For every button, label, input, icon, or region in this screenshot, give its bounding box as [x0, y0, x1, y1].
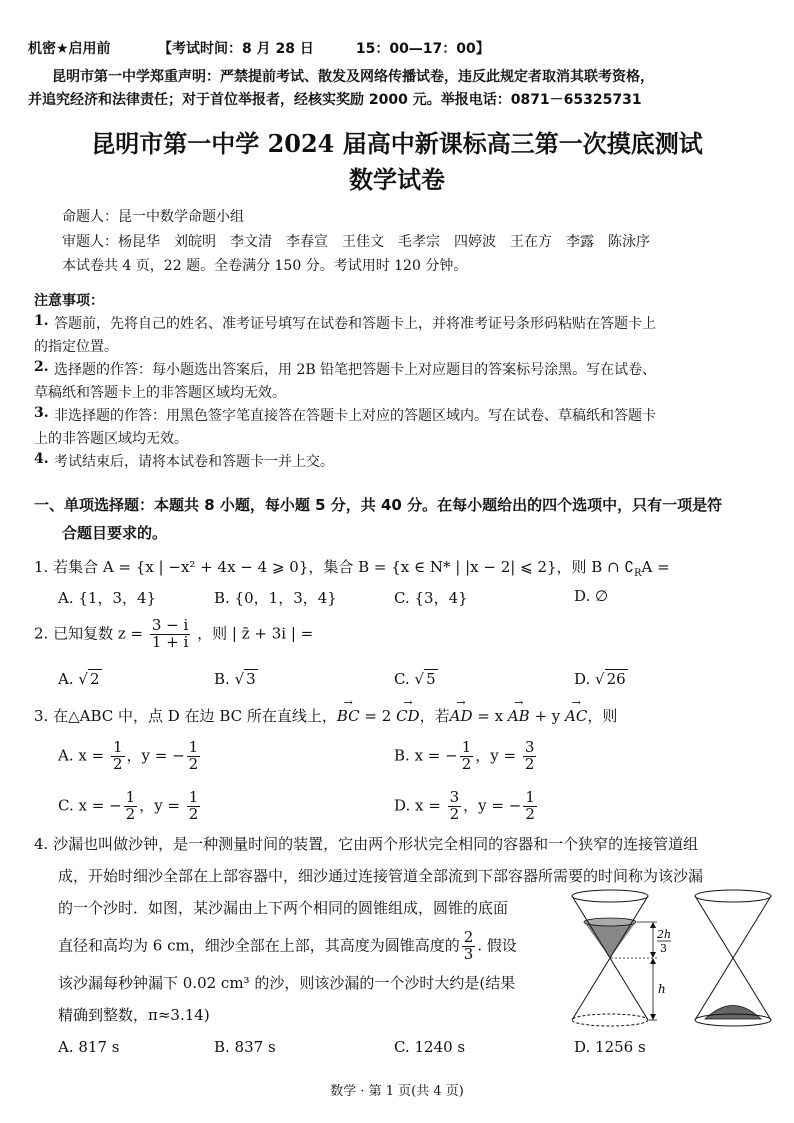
secret-label: 机密★启用前 — [28, 41, 111, 57]
statement-line-2: 并追究经济和法律责任；对于首位举报者，经核实奖励 2000 元。举报电话：0871－65325731 — [28, 92, 642, 108]
section-heading: 一、单项选择题：本题共 8 小题，每小题 5 分，共 40 分。在每小题给出的四个选项中，只有一项是符 — [34, 496, 723, 514]
notice-num: 4. — [34, 451, 49, 467]
question-4-line-6: 精确到整数，π≈3.14) — [58, 1006, 210, 1024]
statement-line-1: 昆明市第一中学郑重声明：严禁提前考试、散发及网络传播试卷，违反此规定者取消其联考资格， — [52, 69, 654, 85]
notice-num: 1. — [34, 313, 49, 329]
notice-num: 3. — [34, 405, 49, 421]
q2-option-d: D. √ 26 — [574, 670, 626, 688]
notice-text: 草稿纸和答题卡上的非答题区域均无效。 — [34, 385, 286, 401]
label-3: 3 — [660, 942, 667, 955]
question-1-stem: 1. 若集合 A = {x | −x² + 4x − 4 ⩾ 0}，集合 B = {x ∈ N* | |x − 2| ⩽ 2}，则 B ∩ $∁_RA$ = — [34, 558, 670, 579]
page-title: 昆明市第一中学 2024 届高中新课标高三第一次摸底测试 — [91, 129, 703, 158]
question-2-stem: 2. 已知复数 z = $\frac{3 - i}{1 + i}$ ，则 | z̄ + 3i | = — [34, 616, 314, 651]
notice-text: 考试结束后，请将本试卷和答题卡一并上交。 — [54, 454, 334, 470]
q1-option-c: C. {3，4} — [394, 589, 468, 607]
notice-num: 2. — [34, 359, 49, 375]
q4-option-d: D. 1256 s — [574, 1038, 646, 1056]
q4-option-c: C. 1240 s — [394, 1038, 466, 1056]
q3-option-d: D. x = $\frac{3}{2}$ ，y = − $\frac{1}{2}$ — [394, 788, 535, 823]
q4-option-b: B. 837 s — [214, 1038, 276, 1056]
summary-line: 本试卷共 4 页，22 题。全卷满分 150 分。考试用时 120 分钟。 — [62, 258, 468, 274]
q2-fraction: $\frac{3 - i}{1 + i}$ — [151, 616, 189, 651]
page-footer: 数学 · 第 1 页(共 4 页) — [330, 1084, 464, 1099]
q2-option-c: C. √ 5 — [394, 670, 436, 688]
exam-time: 【考试时间：8 月 28 日 15：00—17：00】 — [158, 41, 490, 57]
label-h: h — [658, 982, 666, 996]
notice-text: 非选择题的作答：用黑色签字笔直接答在答题卡上对应的答题区域内。写在试卷、草稿纸和答题卡 — [54, 408, 656, 424]
notice-text: 答题前，先将自己的姓名、准考证号填写在试卷和答题卡上，并将准考证号条形码粘贴在答题卡上 — [54, 316, 656, 332]
hourglass-figure — [565, 888, 780, 1033]
q2-option-a: A. √ 2 — [58, 670, 100, 688]
section-heading-cont: 合题目要求的。 — [62, 524, 168, 542]
notice-text: 上的非答题区域均无效。 — [34, 431, 188, 447]
q1-option-a: A. {1，3，4} — [58, 589, 157, 607]
label-2h: 2h — [657, 928, 672, 941]
question-3-stem: 3. 在△ABC 中，点 D 在边 BC 所在直线上，→ BC = 2 → CD，若→ AD = x → AB + y → AC，则 — [34, 705, 617, 726]
q2-option-b: B. √ 3 — [214, 670, 256, 688]
q3-option-c: C. x = − $\frac{1}{2}$ ，y = $\frac{1}{2}$ — [58, 788, 199, 823]
page-subtitle: 数学试卷 — [349, 165, 445, 194]
q4-option-a: A. 817 s — [58, 1038, 120, 1056]
q1-option-d: D. ∅ — [574, 587, 609, 605]
question-4-line-4: 直径和高均为 6 cm，细沙全部在上部，其高度为圆锥高度的 $\frac{2}{3}$ . 假设 — [58, 928, 517, 963]
question-4-line-2: 成，开始时细沙全部在上部容器中，细沙通过连接管道全部流到下部容器所需要的时间称为该沙漏 — [58, 867, 704, 885]
notice-text: 选择题的作答：每小题选出答案后，用 2B 铅笔把答题卡上对应题目的答案标号涂黑。写在试卷、 — [54, 362, 657, 378]
question-4-line-1: 4. 沙漏也叫做沙钟，是一种测量时间的装置，它由两个形状完全相同的容器和一个狭窄的连接管道组 — [34, 835, 699, 853]
notice-text: 的指定位置。 — [34, 339, 118, 355]
question-4-line-3: 的一个沙时．如图，某沙漏由上下两个相同的圆锥组成，圆锥的底面 — [58, 899, 509, 917]
hourglass-left — [572, 890, 671, 1026]
notice-heading: 注意事项： — [34, 293, 104, 309]
question-4-line-5: 该沙漏每秒钟漏下 0.02 cm³ 的沙，则该沙漏的一个沙时大约是(结果 — [58, 974, 516, 992]
q1-option-b: B. {0，1，3，4} — [214, 589, 337, 607]
hourglass-right — [695, 890, 771, 1026]
q3-option-b: B. x = − $\frac{1}{2}$ ，y = $\frac{3}{2}$ — [394, 738, 535, 773]
reviewers-line: 审题人：杨昆华 刘皖明 李文清 李春宣 王佳文 毛孝宗 四婷波 王在方 李露 陈泳序 — [62, 234, 650, 250]
author-line: 命题人：昆一中数学命题小组 — [62, 209, 244, 225]
q3-option-a: A. x = $\frac{1}{2}$ ，y = − $\frac{1}{2}$ — [58, 738, 199, 773]
